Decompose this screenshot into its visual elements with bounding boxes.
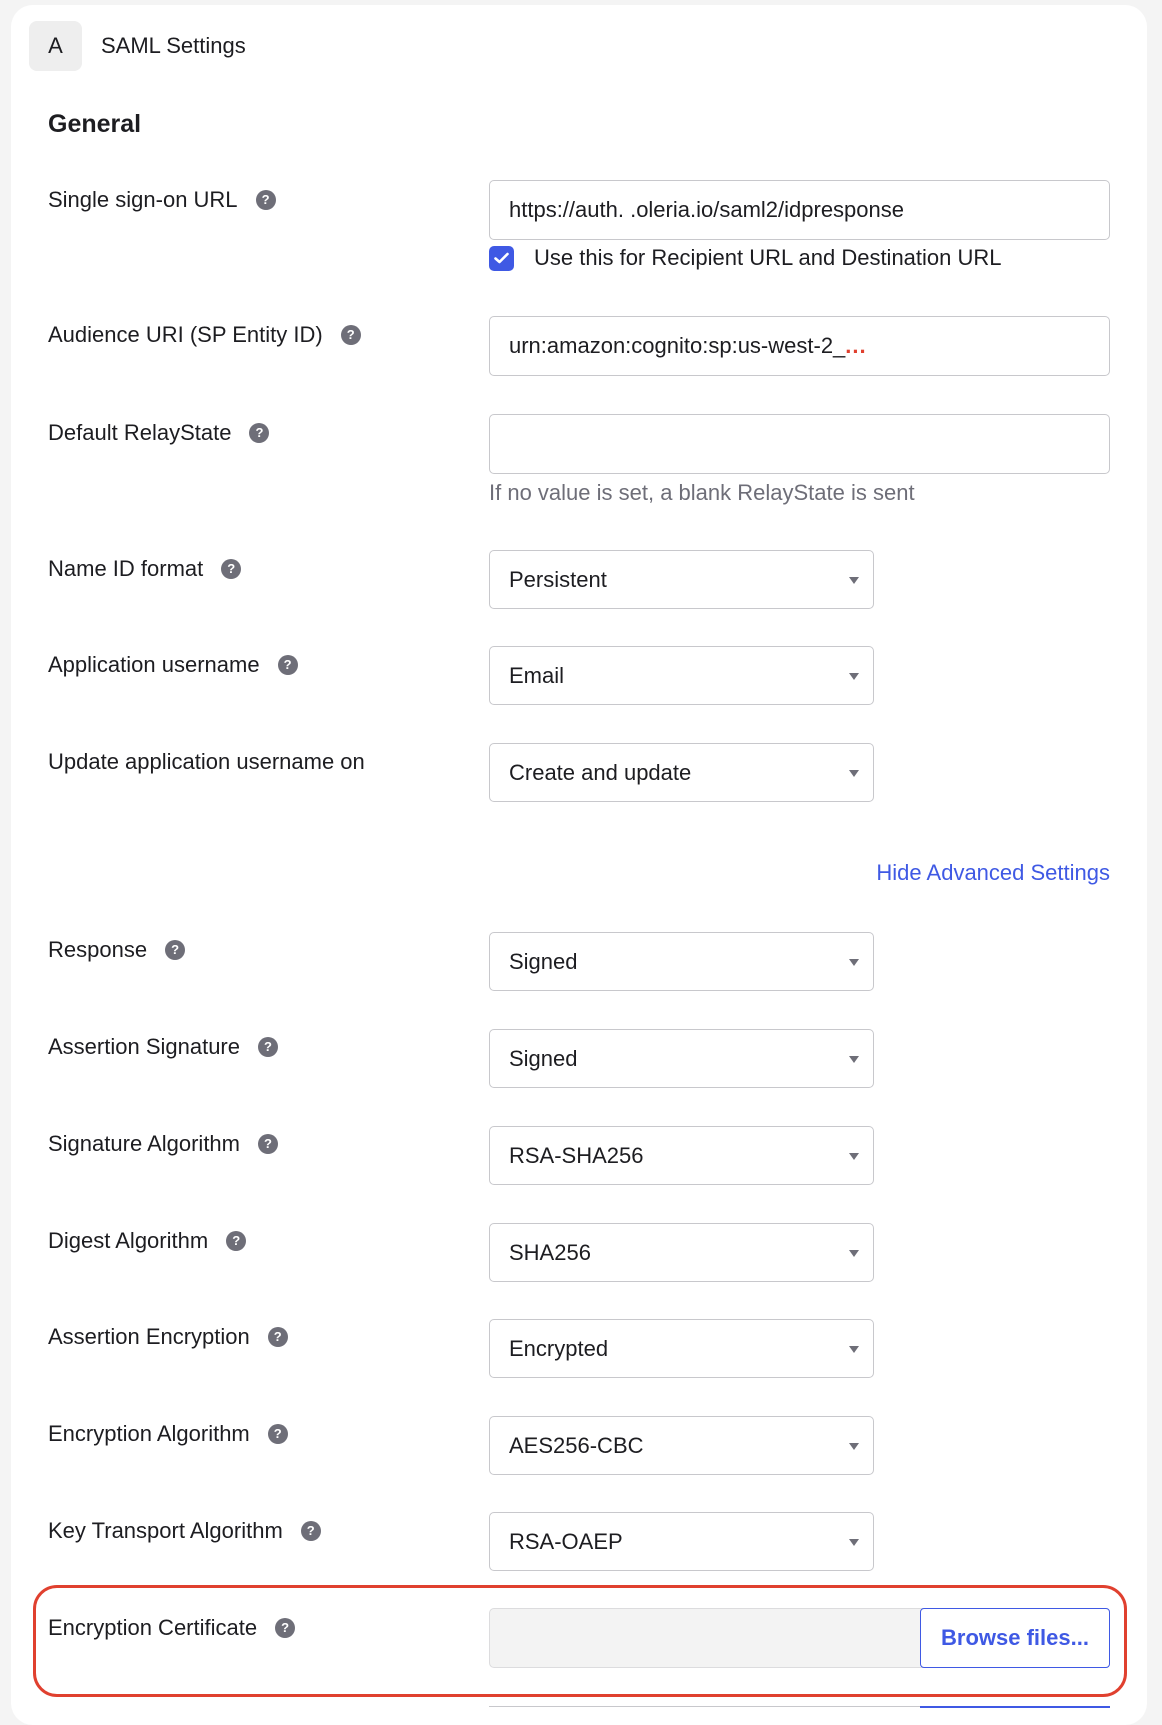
key-transport-algorithm-select[interactable] <box>489 1512 874 1571</box>
chevron-down-icon <box>849 1153 859 1160</box>
recipient-url-checkbox-row[interactable] <box>489 245 1002 271</box>
assertion-signature-value: Signed <box>509 1046 578 1071</box>
update-username-value: Create and update <box>509 760 692 785</box>
encryption-certificate-label <box>48 1613 295 1643</box>
chevron-down-icon <box>849 1346 859 1353</box>
hide-advanced-settings-link[interactable]: Hide Advanced Settings <box>876 860 1110 885</box>
chevron-down-icon <box>849 1056 859 1063</box>
help-icon[interactable]: ? <box>275 1618 295 1638</box>
response-value: Signed <box>509 949 578 974</box>
encryption-algorithm-label-text: Encryption Algorithm <box>48 1421 250 1446</box>
key-transport-algorithm-value: RSA-OAEP <box>509 1529 623 1554</box>
encryption-algorithm-value: AES256-CBC <box>509 1433 644 1458</box>
assertion-signature-label <box>48 1032 278 1062</box>
signature-algorithm-select[interactable] <box>489 1126 874 1185</box>
next-button-edge <box>920 1706 1110 1716</box>
help-icon[interactable]: ? <box>278 655 298 675</box>
assertion-encryption-value: Encrypted <box>509 1336 609 1361</box>
app-username-label <box>48 650 298 680</box>
name-id-format-value: Persistent <box>509 567 607 592</box>
name-id-format-label-text: Name ID format <box>48 556 204 581</box>
signature-algorithm-value: RSA-SHA256 <box>509 1143 644 1168</box>
checkmark-icon <box>494 252 509 264</box>
app-username-value: Email <box>509 663 565 688</box>
assertion-signature-label-text: Assertion Signature <box>48 1034 240 1059</box>
assertion-encryption-label <box>48 1322 288 1352</box>
signature-algorithm-label-text: Signature Algorithm <box>48 1131 240 1156</box>
digest-algorithm-select[interactable] <box>489 1223 874 1282</box>
sso-url-label <box>48 185 276 215</box>
recipient-url-checkbox[interactable] <box>489 246 514 271</box>
sso-url-input[interactable]: https://auth. .oleria.io/saml2/idpresponse <box>489 180 1110 240</box>
chevron-down-icon <box>849 1250 859 1257</box>
digest-algorithm-value: SHA256 <box>509 1240 591 1265</box>
digest-algorithm-label <box>48 1226 246 1256</box>
help-icon[interactable]: ? <box>226 1231 246 1251</box>
relay-state-label <box>48 418 269 448</box>
help-icon[interactable]: ? <box>341 325 361 345</box>
app-username-select[interactable] <box>489 646 874 705</box>
help-icon[interactable]: ? <box>256 190 276 210</box>
chevron-down-icon <box>849 959 859 966</box>
name-id-format-select[interactable] <box>489 550 874 609</box>
app-username-label-text: Application username <box>48 652 260 677</box>
assertion-encryption-select[interactable] <box>489 1319 874 1378</box>
name-id-format-label <box>48 554 241 584</box>
digest-algorithm-label-text: Digest Algorithm <box>48 1228 209 1253</box>
update-username-select[interactable] <box>489 743 874 802</box>
sso-url-label-text: Single sign-on URL <box>48 187 238 212</box>
update-username-label <box>48 747 365 777</box>
assertion-encryption-label-text: Assertion Encryption <box>48 1324 250 1349</box>
key-transport-algorithm-label <box>48 1516 321 1546</box>
section-title-general: General <box>48 110 142 138</box>
help-icon[interactable]: ? <box>165 940 185 960</box>
audience-uri-label-text: Audience URI (SP Entity ID) <box>48 322 323 347</box>
recipient-url-checkbox-label: Use this for Recipient URL and Destination URL <box>534 245 1002 270</box>
redaction-marker: ... <box>845 333 867 358</box>
help-icon[interactable]: ? <box>258 1134 278 1154</box>
assertion-signature-select[interactable] <box>489 1029 874 1088</box>
relay-state-label-text: Default RelayState <box>48 420 232 445</box>
audience-uri-label <box>48 320 361 350</box>
encryption-certificate-label-text: Encryption Certificate <box>48 1615 258 1640</box>
response-label-text: Response <box>48 937 148 962</box>
response-select[interactable] <box>489 932 874 991</box>
signature-algorithm-label <box>48 1129 278 1159</box>
chevron-down-icon <box>849 1539 859 1546</box>
relay-state-hint: If no value is set, a blank RelayState is sent <box>489 480 915 505</box>
card-title: SAML Settings <box>101 33 246 58</box>
chevron-down-icon <box>849 770 859 777</box>
update-username-label-text: Update application username on <box>48 749 365 774</box>
help-icon[interactable]: ? <box>301 1521 321 1541</box>
browse-files-button[interactable]: Browse files... <box>920 1608 1110 1668</box>
chevron-down-icon <box>849 577 859 584</box>
audience-uri-value: urn:amazon:cognito:sp:us-west-2_ <box>509 333 846 358</box>
help-icon[interactable]: ? <box>221 559 241 579</box>
encryption-algorithm-select[interactable] <box>489 1416 874 1475</box>
help-icon[interactable]: ? <box>268 1424 288 1444</box>
encryption-algorithm-label <box>48 1419 288 1449</box>
step-badge: A <box>29 21 82 71</box>
help-icon[interactable]: ? <box>268 1327 288 1347</box>
help-icon[interactable]: ? <box>249 423 269 443</box>
help-icon[interactable]: ? <box>258 1037 278 1057</box>
key-transport-algorithm-label-text: Key Transport Algorithm <box>48 1518 283 1543</box>
chevron-down-icon <box>849 673 859 680</box>
relay-state-input[interactable] <box>489 414 1110 474</box>
response-label <box>48 935 185 965</box>
chevron-down-icon <box>849 1443 859 1450</box>
audience-uri-input[interactable] <box>489 316 1110 376</box>
